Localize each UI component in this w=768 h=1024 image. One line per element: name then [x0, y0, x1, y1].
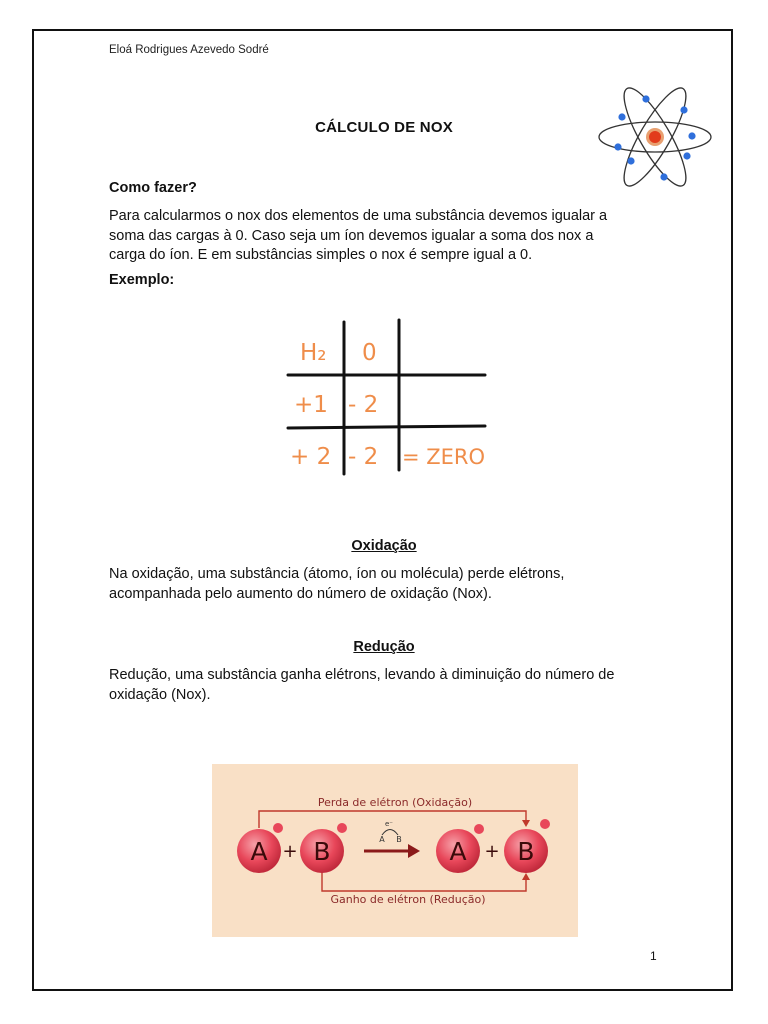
cell-h2-nox: 0 — [362, 340, 377, 366]
author-name: Eloá Rodrigues Azevedo Sodré — [109, 44, 269, 56]
cell-minus-two: - 2 — [348, 392, 379, 418]
electron — [614, 143, 621, 150]
atom-b-product-label: B — [517, 837, 535, 866]
cell-zero: = ZERO — [402, 445, 486, 469]
intro-line: soma das cargas à 0. Caso seja um íon devemos igualar a soma dos nox a — [109, 227, 594, 244]
reduction-line: oxidação (Nox). — [109, 686, 211, 703]
atom-illustration — [596, 84, 714, 190]
reduction-arrowhead — [522, 873, 530, 880]
charge-badge — [337, 823, 347, 833]
reduction-title: Redução — [353, 639, 415, 655]
electron — [642, 95, 649, 102]
cell-h2: H₂ — [300, 340, 327, 366]
electron-label: e⁻ — [384, 820, 394, 828]
oxidation-line: Na oxidação, uma substância (átomo, íon ou molécula) perde elétrons, — [109, 566, 565, 582]
redox-diagram-svg — [212, 764, 578, 937]
atom-a-product-label: A — [449, 837, 467, 866]
oxidation-title: Oxidação — [351, 538, 417, 554]
charge-badge-positive — [474, 824, 484, 834]
intro-heading: Como fazer? — [109, 180, 197, 196]
intro-paragraph — [109, 207, 669, 266]
electron — [660, 173, 667, 180]
intro-line: carga do íon. E em substâncias simples o nox é sempre igual a 0. — [109, 247, 533, 263]
plus-sign: + — [282, 841, 298, 862]
reduction-label: Ganho de elétron (Redução) — [330, 893, 486, 906]
reduction-bracket — [322, 872, 526, 891]
reaction-arrowhead — [408, 844, 420, 858]
arrow-label-b: B — [396, 835, 402, 844]
intro-line: Para calcularmos o nox dos elementos de uma substância devemos igualar a — [109, 208, 608, 224]
atom-b-label: B — [313, 837, 331, 866]
plus-sign: + — [484, 841, 500, 862]
charge-badge — [273, 823, 283, 833]
oxidation-label: Perda de elétron (Oxidação) — [317, 796, 473, 809]
nucleus — [649, 131, 661, 143]
arrow-label-a: A — [379, 835, 385, 844]
reduction-paragraph — [109, 666, 669, 705]
cell-plus-two: + 2 — [290, 444, 332, 470]
electron — [688, 132, 695, 139]
electron — [680, 106, 687, 113]
nox-table — [280, 318, 490, 478]
electron — [683, 152, 690, 159]
charge-badge-negative — [540, 819, 550, 829]
redox-diagram — [212, 764, 578, 937]
oxidation-paragraph — [109, 565, 669, 604]
cell-plus-one: +1 — [294, 392, 328, 418]
oxidation-line: acompanhada pelo aumento do número de oxidação (Nox). — [109, 585, 492, 602]
grid-line — [288, 426, 485, 428]
page-title: CÁLCULO DE NOX — [315, 119, 453, 136]
electron — [627, 157, 634, 164]
example-heading: Exemplo: — [109, 272, 175, 288]
electron — [618, 113, 625, 120]
atom-a-label: A — [250, 837, 268, 866]
reduction-line: Redução, uma substância ganha elétrons, levando à diminuição do número de — [109, 667, 615, 683]
oxidation-arrowhead — [522, 820, 530, 827]
page-number: 1 — [650, 949, 657, 963]
cell-minus-two-total: - 2 — [348, 444, 379, 470]
